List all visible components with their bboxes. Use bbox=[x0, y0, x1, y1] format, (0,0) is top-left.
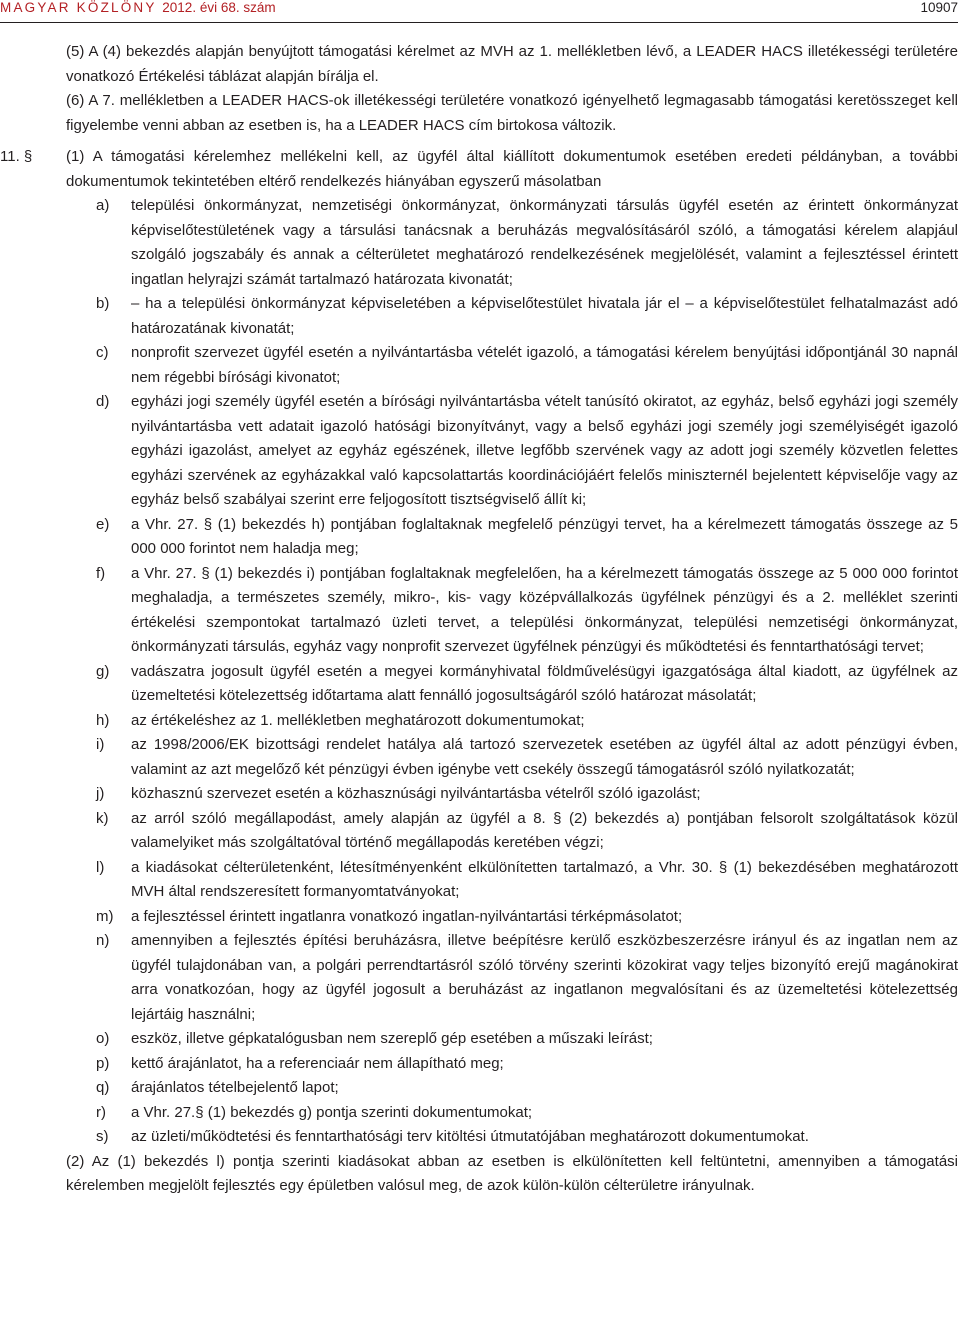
list-item-text: az üzleti/működtetési és fenntarthatósági terv kitöltési útmutatójában meghatározott dokumentumokat. bbox=[131, 1128, 809, 1145]
list-item-label: q) bbox=[96, 1079, 110, 1096]
list-item-text: árajánlatos tételbejelentő lapot; bbox=[131, 1079, 339, 1096]
list-item bbox=[96, 929, 958, 1027]
list-item-text: amennyiben a fejlesztés építési beruházásra, illetve beépítésre kerülő eszközbeszerzésre irányul és az ingatlan nem az ügyfél tulajdonában van, a polgári perrendtartásról szóló törvény szerinti közokirat vagy teljes bizonyító erejű magánokirat arra vonatkozóan, hogy az ügyfél jogosult a beruházást az ingatlanon megvalósítani és az üzemeltetési kötelezettség lejártáig használni; bbox=[131, 932, 958, 1023]
list-item-text: az 1998/2006/EK bizottsági rendelet hatálya alá tartozó szervezetek esetében az ügyfél által az adott pénzügyi évben, valamint az azt megelőző két pénzügyi évben igénybe vett csekély összegű támogatásról szóló nyilatkozatát; bbox=[131, 736, 958, 778]
list-item bbox=[96, 1027, 958, 1052]
list-item-text: nonprofit szervezet ügyfél esetén a nyilvántartásba vételét igazoló, a támogatási kérelem benyújtási időpontjánál 30 napnál nem régebbi bírósági kivonatot; bbox=[131, 344, 958, 386]
list-item-text: a kiadásokat célterületenként, létesítményenként elkülönítetten tartalmazó, a Vhr. 30. § (1) bekezdésében meghatározott MVH által rendszeresített formanyomtatványokat; bbox=[131, 858, 958, 900]
list-item-label: s) bbox=[96, 1128, 109, 1145]
list-item bbox=[96, 782, 958, 807]
list-item bbox=[96, 390, 958, 513]
list-item-label: g) bbox=[96, 662, 110, 680]
list-item-label: r) bbox=[96, 1103, 106, 1121]
list-item-label: k) bbox=[96, 809, 109, 827]
section-number: 11. § bbox=[0, 148, 33, 165]
list-item-text: a Vhr. 27. § (1) bekezdés i) pontjában foglaltaknak megfelelően, ha a kérelmezett támogatás összege az 5 000 000 forintot meghaladja, a természetes személy, mikro-, kis- vagy középvállalkozás ügyfélnek pénzügyi és a 2. melléklet szerinti értékelési szempontokat tartalmazó üzleti tervet, a települési önkormányzat, települési nemzetiségi önkormányzat, önkormányzati társulás, egyház vagy nonprofit szervezet ügyfélnek pénzügyi és működtetési és fenntarthatósági tervet; bbox=[131, 564, 958, 655]
list-item bbox=[96, 1076, 958, 1101]
list-item-text: az értékeléshez az 1. mellékletben meghatározott dokumentumokat; bbox=[131, 711, 585, 729]
section-paragraph-1: (1) A támogatási kérelemhez mellékelni kell, az ügyfél által kiállított dokumentumok esetében eredeti példányban, a további dokumentumok tekintetében eltérő rendelkezés hiányában egyszerű másolatban bbox=[66, 148, 958, 190]
list-item-text: közhasznú szervezet esetén a közhasznúsági nyilvántartásba vételről szóló igazolást; bbox=[131, 785, 701, 802]
list-item-label: d) bbox=[96, 393, 110, 410]
list-item bbox=[96, 341, 958, 390]
list-item-text: vadászatra jogosult ügyfél esetén a megyei kormányhivatal földművelésügyi igazgatósága által kiadott, az ügyfélnek az üzemeltetési kötelezettség időtartama alatt fennálló jogosultságáról szóló határozat másolatát; bbox=[131, 662, 958, 704]
list-item bbox=[96, 905, 958, 930]
publication-title: MAGYAR KÖZLÖNY bbox=[0, 0, 157, 15]
list-item-text: – ha a települési önkormányzat képviseletében a képviselőtestület hivatala jár el – a képviselőtestület felhatalmazást adó határozatának kivonatát; bbox=[131, 295, 958, 337]
list-item-label: b) bbox=[96, 295, 110, 312]
list-item-label: l) bbox=[96, 858, 105, 876]
section-paragraph-2: (2) Az (1) bekezdés l) pontja szerinti kiadásokat abban az esetben is elkülönítetten kell feltüntetni, amennyiben a támogatási kérelemben megjelölt fejlesztés egy épületben valósul meg, de azok külön-külön célterületre irányulnak. bbox=[66, 1152, 958, 1194]
paragraph-6: (6) A 7. mellékletben a LEADER HACS-ok illetékességi területére vonatkozó igényelhető legmagasabb támogatási keretösszeget kell figyelembe venni abban az esetben is, ha a LEADER HACS cím birtokosa változik. bbox=[66, 92, 958, 134]
list-item-text: a Vhr. 27.§ (1) bekezdés g) pontja szerinti dokumentumokat; bbox=[131, 1103, 533, 1121]
list-item-label: o) bbox=[96, 1030, 110, 1047]
document-body bbox=[0, 40, 958, 1199]
page-header bbox=[0, 0, 960, 20]
list-item bbox=[96, 194, 958, 292]
list-item bbox=[96, 292, 958, 341]
list-item bbox=[96, 1052, 958, 1077]
paragraph-5: (5) A (4) bekezdés alapján benyújtott támogatási kérelmet az MVH az 1. mellékletben lévő, a LEADER HACS illetékességi területére vonatkozó Értékelési táblázat alapján bírálja el. bbox=[66, 43, 958, 85]
list-item bbox=[96, 709, 958, 734]
list-item bbox=[96, 733, 958, 782]
list-item-label: c) bbox=[96, 344, 109, 361]
section-11 bbox=[0, 145, 958, 194]
list-item-text: egyházi jogi személy ügyfél esetén a bírósági nyilvántartásba vételt tanúsító okiratot, az egyház, belső egyházi jogi személy nyilvántartásba vett adatait igazoló hatósági bizonyítványt, vagy a belső egyházi jogi személy jogi személyiségét igazoló egyházi igazolást, amelyet az egyház egészének, illetve legfőbb szervének vagy az adott jogi személy közvetlen felettes egyházi szervének az egyházakkal való kapcsolattartás koordinációjáért felelős miniszternél bejelentett képviselője vagy az egyház belső szabályai szerint erre feljogosított tisztségviselő állít ki; bbox=[131, 393, 958, 508]
list-item-label: i) bbox=[96, 736, 105, 753]
list-item bbox=[96, 1125, 958, 1150]
list-item bbox=[96, 807, 958, 856]
list-item bbox=[96, 513, 958, 562]
list-item bbox=[96, 562, 958, 660]
issue-label: 2012. évi 68. szám bbox=[162, 0, 276, 15]
list-item-label: n) bbox=[96, 932, 110, 949]
list-item-label: f) bbox=[96, 564, 106, 582]
page-number: 10907 bbox=[920, 0, 958, 15]
list-item bbox=[96, 856, 958, 905]
header-rule bbox=[0, 22, 958, 23]
list-item-label: a) bbox=[96, 197, 110, 214]
list-item-label: p) bbox=[96, 1054, 110, 1072]
list-item-label: h) bbox=[96, 711, 110, 729]
list-item-label: m) bbox=[96, 907, 114, 925]
list-item-text: a Vhr. 27. § (1) bekezdés h) pontjában foglaltaknak megfelelő pénzügyi tervet, ha a kérelmezett támogatás összege az 5 000 000 forintot nem haladja meg; bbox=[131, 515, 958, 557]
list-item-label: e) bbox=[96, 515, 110, 533]
list-item-label: j) bbox=[96, 785, 105, 802]
list-item bbox=[96, 1101, 958, 1126]
document-list bbox=[0, 194, 958, 1150]
list-item-text: eszköz, illetve gépkatalógusban nem szereplő gép esetében a műszaki leírást; bbox=[131, 1030, 653, 1047]
list-item-text: kettő árajánlatot, ha a referenciaár nem állapítható meg; bbox=[131, 1054, 504, 1072]
section-gap bbox=[0, 138, 958, 145]
list-item-text: az arról szóló megállapodást, amely alapján az ügyfél a 8. § (2) bekezdés a) pontjában felsorolt szolgáltatások közül valamelyiket más szolgáltatóval történő megállapodás keretében végzi; bbox=[131, 809, 958, 851]
list-item-text: települési önkormányzat, nemzetiségi önkormányzat, önkormányzati társulás ügyfél esetén az érintett önkormányzat képviselőtestületének vagy a társulási tanácsnak a beruházás megvalósításáról szóló, a támogatási kérelem alapjául szolgáló jogszabály és annak a célterületet meghatározó rendelkezésének megjelölését, valamint a fejlesztéssel érintett ingatlan helyrajzi számát tartalmazó határozata kivonatát; bbox=[131, 197, 958, 288]
running-head bbox=[0, 0, 276, 15]
list-item bbox=[96, 660, 958, 709]
list-item-text: a fejlesztéssel érintett ingatlanra vonatkozó ingatlan-nyilvántartási térképmásolatot; bbox=[131, 907, 683, 925]
